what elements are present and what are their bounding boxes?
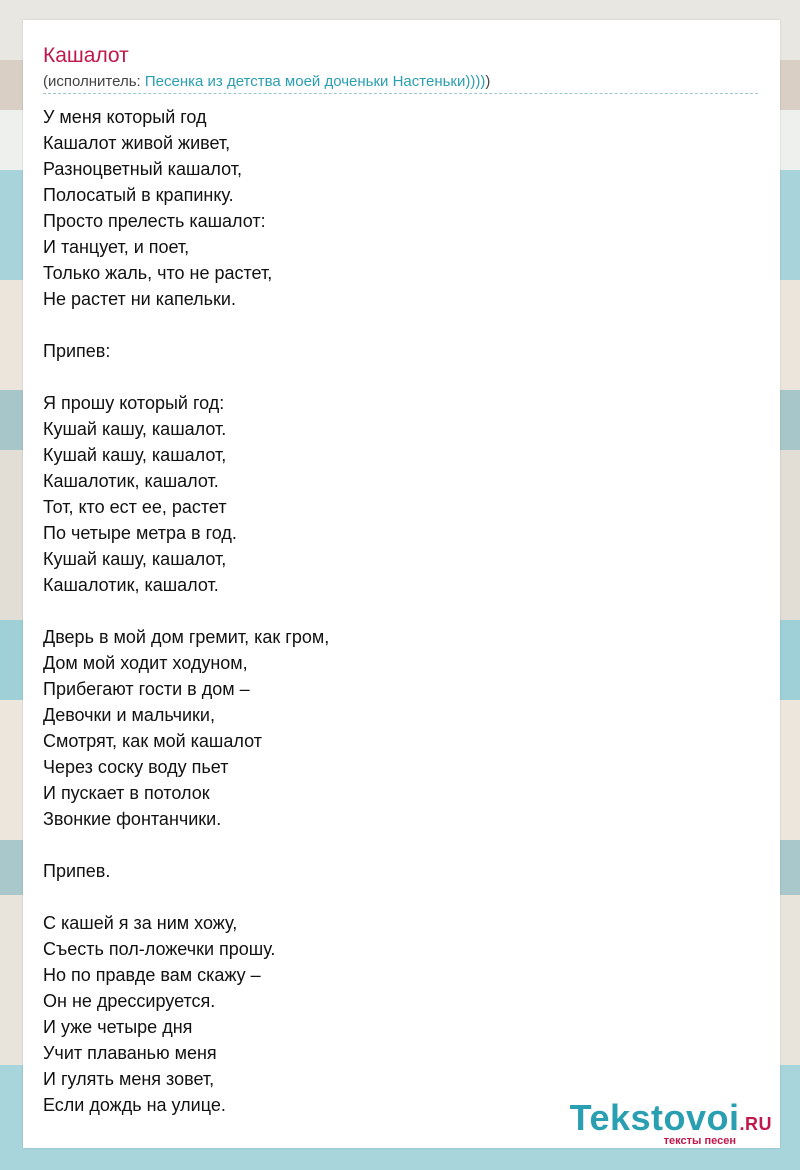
- divider: [43, 93, 758, 94]
- artist-prefix: (исполнитель:: [43, 73, 145, 90]
- artist-suffix: ): [485, 73, 491, 90]
- logo-subtitle: тексты песен: [663, 1135, 736, 1147]
- artist-line: [43, 73, 490, 90]
- logo-suffix: .RU: [739, 1114, 772, 1134]
- song-title: Кашалот: [43, 44, 129, 67]
- logo-main-text: Tekstovoi: [569, 1097, 740, 1138]
- lyrics-text: У меня который год Кашалот живой живет, Разноцветный кашалот, Полосатый в крапинку. Просто прелесть кашалот: И танцует, и поет, Только жаль, что не растет, Не растет ни капельки. Припев: Я прошу который год: Кушай кашу, кашалот. Кушай кашу, кашалот, Кашалотик, кашалот. Тот, кто ест ее, растет По четыре метра в год. Кушай кашу, кашалот, Кашалотик, кашалот. Дверь в мой дом гремит, как гром, Дом мой ходит ходуном, Прибегают гости в дом – Девочки и мальчики, Смотрят, как мой кашалот Через соску воду пьет И пускает в потолок Звонкие фонтанчики. Припев. С кашей я за ним хожу, Съесть пол-ложечки прошу. Но по правде вам скажу – Он не дрессируется. И уже четыре дня Учит плаванью меня И гулять меня зовет, Если дождь на улице.: [43, 107, 330, 1115]
- artist-link[interactable]: Песенка из детства моей доченьки Настеньки)))): [144, 73, 486, 90]
- site-logo[interactable]: [569, 1097, 772, 1147]
- lyrics-card: [23, 20, 780, 1148]
